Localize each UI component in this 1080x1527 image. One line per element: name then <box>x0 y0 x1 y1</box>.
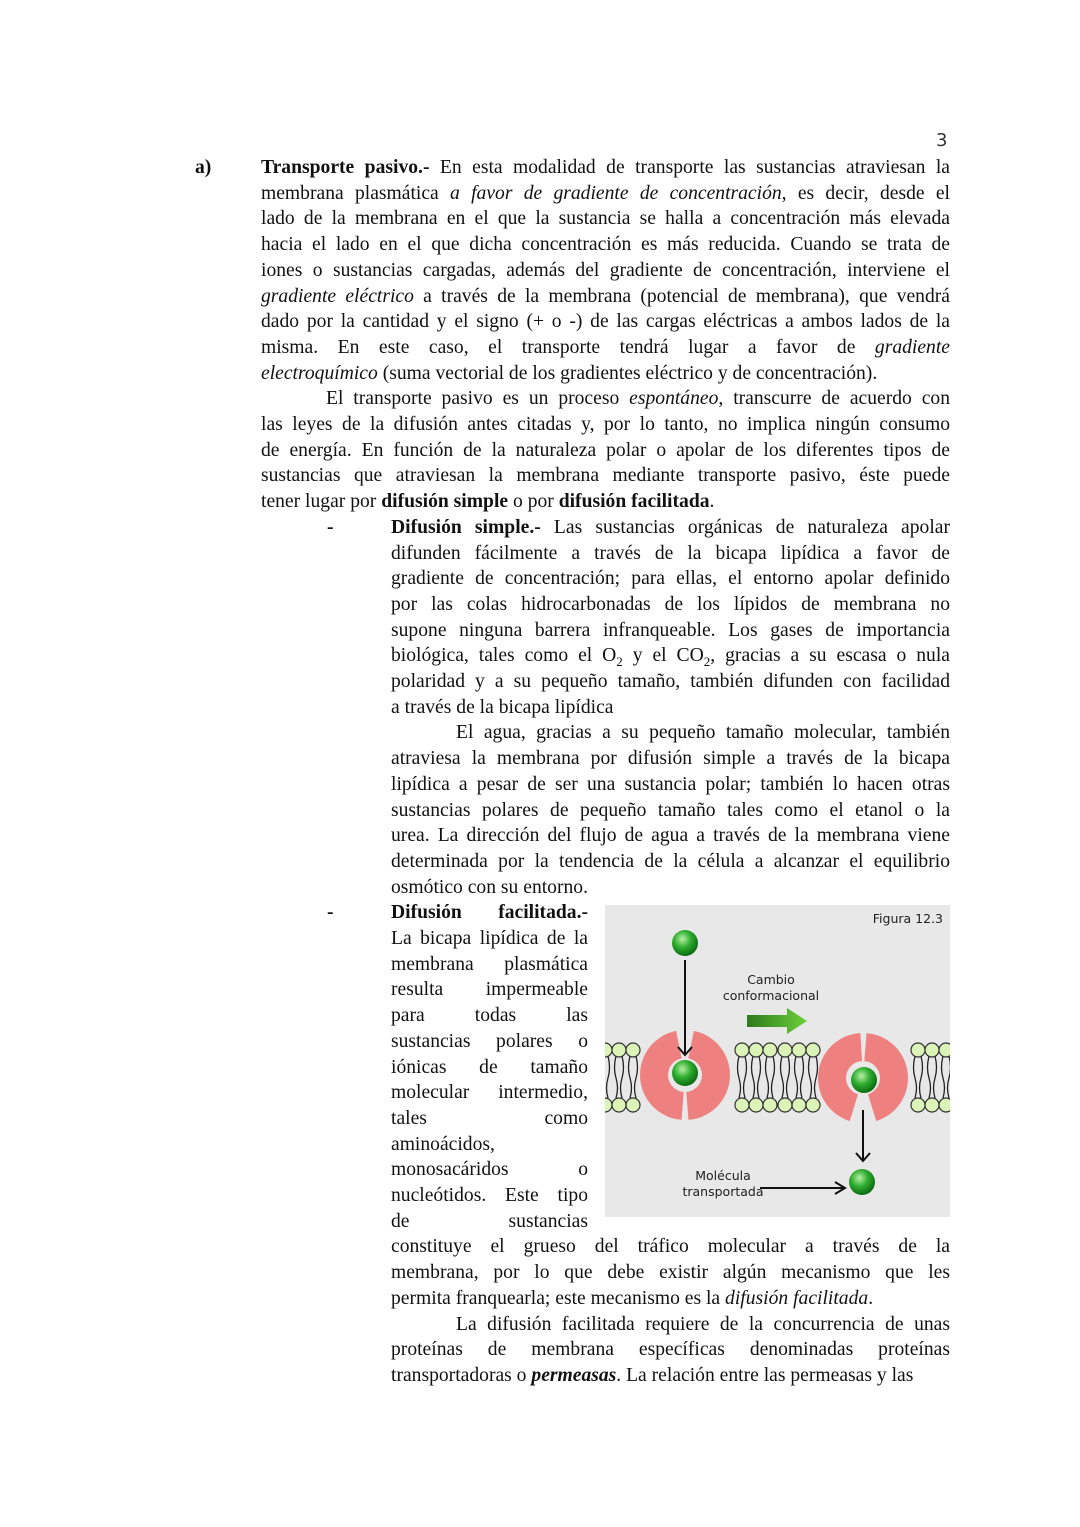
text-run: a través de la bicapa lipídica <box>391 696 614 718</box>
text-run: . La relación entre las permeasas y las <box>616 1364 914 1386</box>
text-line <box>391 1003 588 1029</box>
text-run: polaridad y a su pequeño tamaño, también difunden con facilidad <box>391 671 950 692</box>
text-line <box>391 823 950 849</box>
text-run: En esta modalidad de transporte las sustancias atraviesan la <box>429 157 950 178</box>
text-line <box>391 1183 588 1209</box>
text-line <box>391 798 950 824</box>
text-line <box>391 618 950 644</box>
italic-text: electroquímico <box>261 362 378 384</box>
bold-text: Difusión facilitada.- <box>391 902 588 924</box>
page-number: 3 <box>936 130 948 151</box>
text-run: proteínas de membrana específicas denominadas proteínas <box>391 1339 950 1361</box>
text-run: membrana, por lo que debe existir algún mecanismo que les <box>391 1262 950 1284</box>
text-run: aminoácidos, <box>391 1133 495 1155</box>
text-run: . <box>868 1287 874 1309</box>
molecule-icon <box>672 930 698 956</box>
text-line <box>391 952 588 978</box>
text-line <box>391 669 950 695</box>
text-line <box>391 849 950 875</box>
label-molecule-1: Molécula <box>695 1168 751 1183</box>
text-run: por las colas hidrocarbonadas de los lípidos de membrana no <box>391 593 950 615</box>
text-run: Las sustancias orgánicas de naturaleza apolar <box>540 516 951 538</box>
text-line <box>391 1080 588 1106</box>
text-run: constituye el grueso del tráfico molecular a través de la <box>391 1236 950 1258</box>
label-change-2: conformacional <box>722 988 820 1003</box>
text-run: gradiente de concentración; para ellas, el entorno apolar definido <box>391 568 950 590</box>
text-run: de energía. En función de la naturaleza polar o apolar de los diferentes tipos de <box>261 439 950 461</box>
text-run: sustancias polares de pequeño tamaño tales como el etanol o la <box>391 799 950 821</box>
text-run: hacia el lado en el que dicha concentración es más reducida. Cuando se trata de <box>261 234 950 256</box>
text-line <box>261 155 950 181</box>
text-run: biológica, tales como el O <box>391 645 617 667</box>
label-change-1: Cambio <box>747 972 795 987</box>
text-line <box>326 386 950 412</box>
text-run: supone ninguna barrera infranqueable. Los gases de importancia <box>391 619 950 641</box>
text-line <box>391 746 950 772</box>
text-line <box>391 1286 950 1312</box>
text-line <box>391 1234 950 1260</box>
text-run: lipídica a pesar de ser una sustancia polar; también lo hacen otras <box>391 773 950 795</box>
text-run: (suma vectorial de los gradientes eléctrico y de concentración). <box>377 362 878 384</box>
bold-text: difusión facilitada <box>558 491 710 513</box>
text-line <box>261 489 950 515</box>
text-run: iones o sustancias cargadas, además del gradiente de concentración, interviene el <box>261 259 950 281</box>
text-line <box>391 926 588 952</box>
text-line <box>391 695 950 721</box>
text-run: , gracias a su escasa o nula <box>710 645 950 667</box>
text-run: El transporte pasivo es un proceso <box>326 388 630 410</box>
text-run: de sustancias <box>391 1210 588 1232</box>
text-run: monosacáridos o <box>391 1159 588 1181</box>
text-run: membrana plasmática <box>261 182 451 204</box>
text-line <box>391 1260 950 1286</box>
text-line <box>456 720 950 746</box>
text-line <box>391 592 950 618</box>
text-line <box>261 284 950 310</box>
text-run: difunden fácilmente a través de la bicapa lipídica a favor de <box>391 542 950 564</box>
text-line <box>391 541 950 567</box>
subscript: 2 <box>616 654 623 670</box>
figure-title: Figura 12.3 <box>872 911 943 926</box>
text-run: La difusión facilitada requiere de la concurrencia de unas <box>456 1313 950 1335</box>
text-line <box>261 258 950 284</box>
text-run: nucleótidos. Este tipo <box>391 1185 588 1206</box>
text-run: dado por la cantidad y el signo (+ o -) de las cargas eléctricas a ambos lados de la <box>261 311 950 333</box>
text-run: , es decir, desde el <box>781 182 950 204</box>
subscript: 2 <box>703 654 711 670</box>
text-line <box>391 1209 588 1235</box>
list-dash-marker: - <box>327 902 334 924</box>
text-line <box>391 515 950 541</box>
text-run: urea. La dirección del flujo de agua a través de la membrana viene <box>391 825 950 847</box>
text-line <box>391 1337 950 1363</box>
text-line <box>261 361 950 387</box>
figure-facilitated-diffusion <box>605 905 950 1217</box>
text-line <box>391 1132 588 1158</box>
text-run: sustancias polares o <box>391 1030 588 1052</box>
text-run: a través de la membrana (potencial de membrana), que vendrá <box>413 285 950 307</box>
text-line <box>391 1106 588 1132</box>
text-run: resulta impermeable <box>391 979 588 1001</box>
text-run: osmótico con su entorno. <box>391 876 588 898</box>
text-line <box>261 309 950 335</box>
molecule-icon <box>672 1060 698 1086</box>
bold-italic-term: permeasas <box>531 1364 617 1386</box>
text-run: . <box>709 491 715 513</box>
text-run: lado de la membrana en el que la sustancia se halla a concentración más elevada <box>261 208 950 230</box>
text-line <box>261 412 950 438</box>
italic-text: gradiente eléctrico <box>261 285 414 307</box>
text-run: , transcurre de acuerdo con <box>718 388 951 410</box>
text-line <box>391 1029 588 1055</box>
text-line <box>391 875 950 901</box>
list-dash-marker: - <box>327 516 334 538</box>
text-run: membrana plasmática <box>391 953 588 975</box>
italic-text: a favor de gradiente de concentración <box>450 182 782 204</box>
text-run: determinada por la tendencia de la célula a alcanzar el equilibrio <box>391 850 950 872</box>
text-run: molecular intermedio, <box>391 1082 588 1104</box>
text-line <box>391 977 588 1003</box>
text-run: permita franquearla; este mecanismo es la <box>391 1287 726 1309</box>
text-line <box>261 335 950 361</box>
text-run: transportadoras o <box>391 1364 532 1386</box>
text-line <box>391 1363 950 1389</box>
text-line <box>261 181 950 207</box>
text-run: tales como <box>391 1107 588 1129</box>
section-label: a) <box>195 157 212 178</box>
text-line <box>456 1312 950 1338</box>
text-line <box>261 206 950 232</box>
molecule-icon <box>849 1169 875 1195</box>
text-run: misma. En este caso, el transporte tendrá lugar a favor de <box>261 336 875 358</box>
text-line <box>391 1157 588 1183</box>
text-line <box>261 438 950 464</box>
text-run: y el CO <box>622 645 704 667</box>
text-run: atraviesa la membrana por difusión simple a través de la bicapa <box>391 748 950 770</box>
text-run: iónicas de tamaño <box>391 1056 588 1078</box>
text-line <box>261 232 950 258</box>
text-run: para todas las <box>391 1005 588 1027</box>
molecule-icon <box>851 1067 877 1093</box>
text-line <box>391 772 950 798</box>
bold-text: Transporte pasivo.- <box>261 157 430 178</box>
text-run: La bicapa lipídica de la <box>391 928 588 949</box>
bold-text: difusión simple <box>381 491 509 513</box>
text-run: o por <box>508 491 559 513</box>
text-line <box>391 566 950 592</box>
label-molecule-2: transportada <box>682 1184 764 1199</box>
text-line <box>261 463 950 489</box>
text-run: tener lugar por <box>261 491 382 513</box>
text-line <box>391 643 950 669</box>
bold-text: Difusión simple.- <box>391 516 541 538</box>
text-line <box>391 900 588 926</box>
text-run: las leyes de la difusión antes citadas y, por lo tanto, no implica ningún consumo <box>261 414 950 435</box>
text-run: sustancias que atraviesan la membrana mediante transporte pasivo, éste puede <box>261 465 950 487</box>
italic-text: espontáneo <box>629 388 719 410</box>
text-line <box>391 1055 588 1081</box>
italic-text: gradiente <box>874 336 950 358</box>
text-run: El agua, gracias a su pequeño tamaño molecular, también <box>456 722 950 744</box>
italic-text: difusión facilitada <box>725 1287 869 1309</box>
